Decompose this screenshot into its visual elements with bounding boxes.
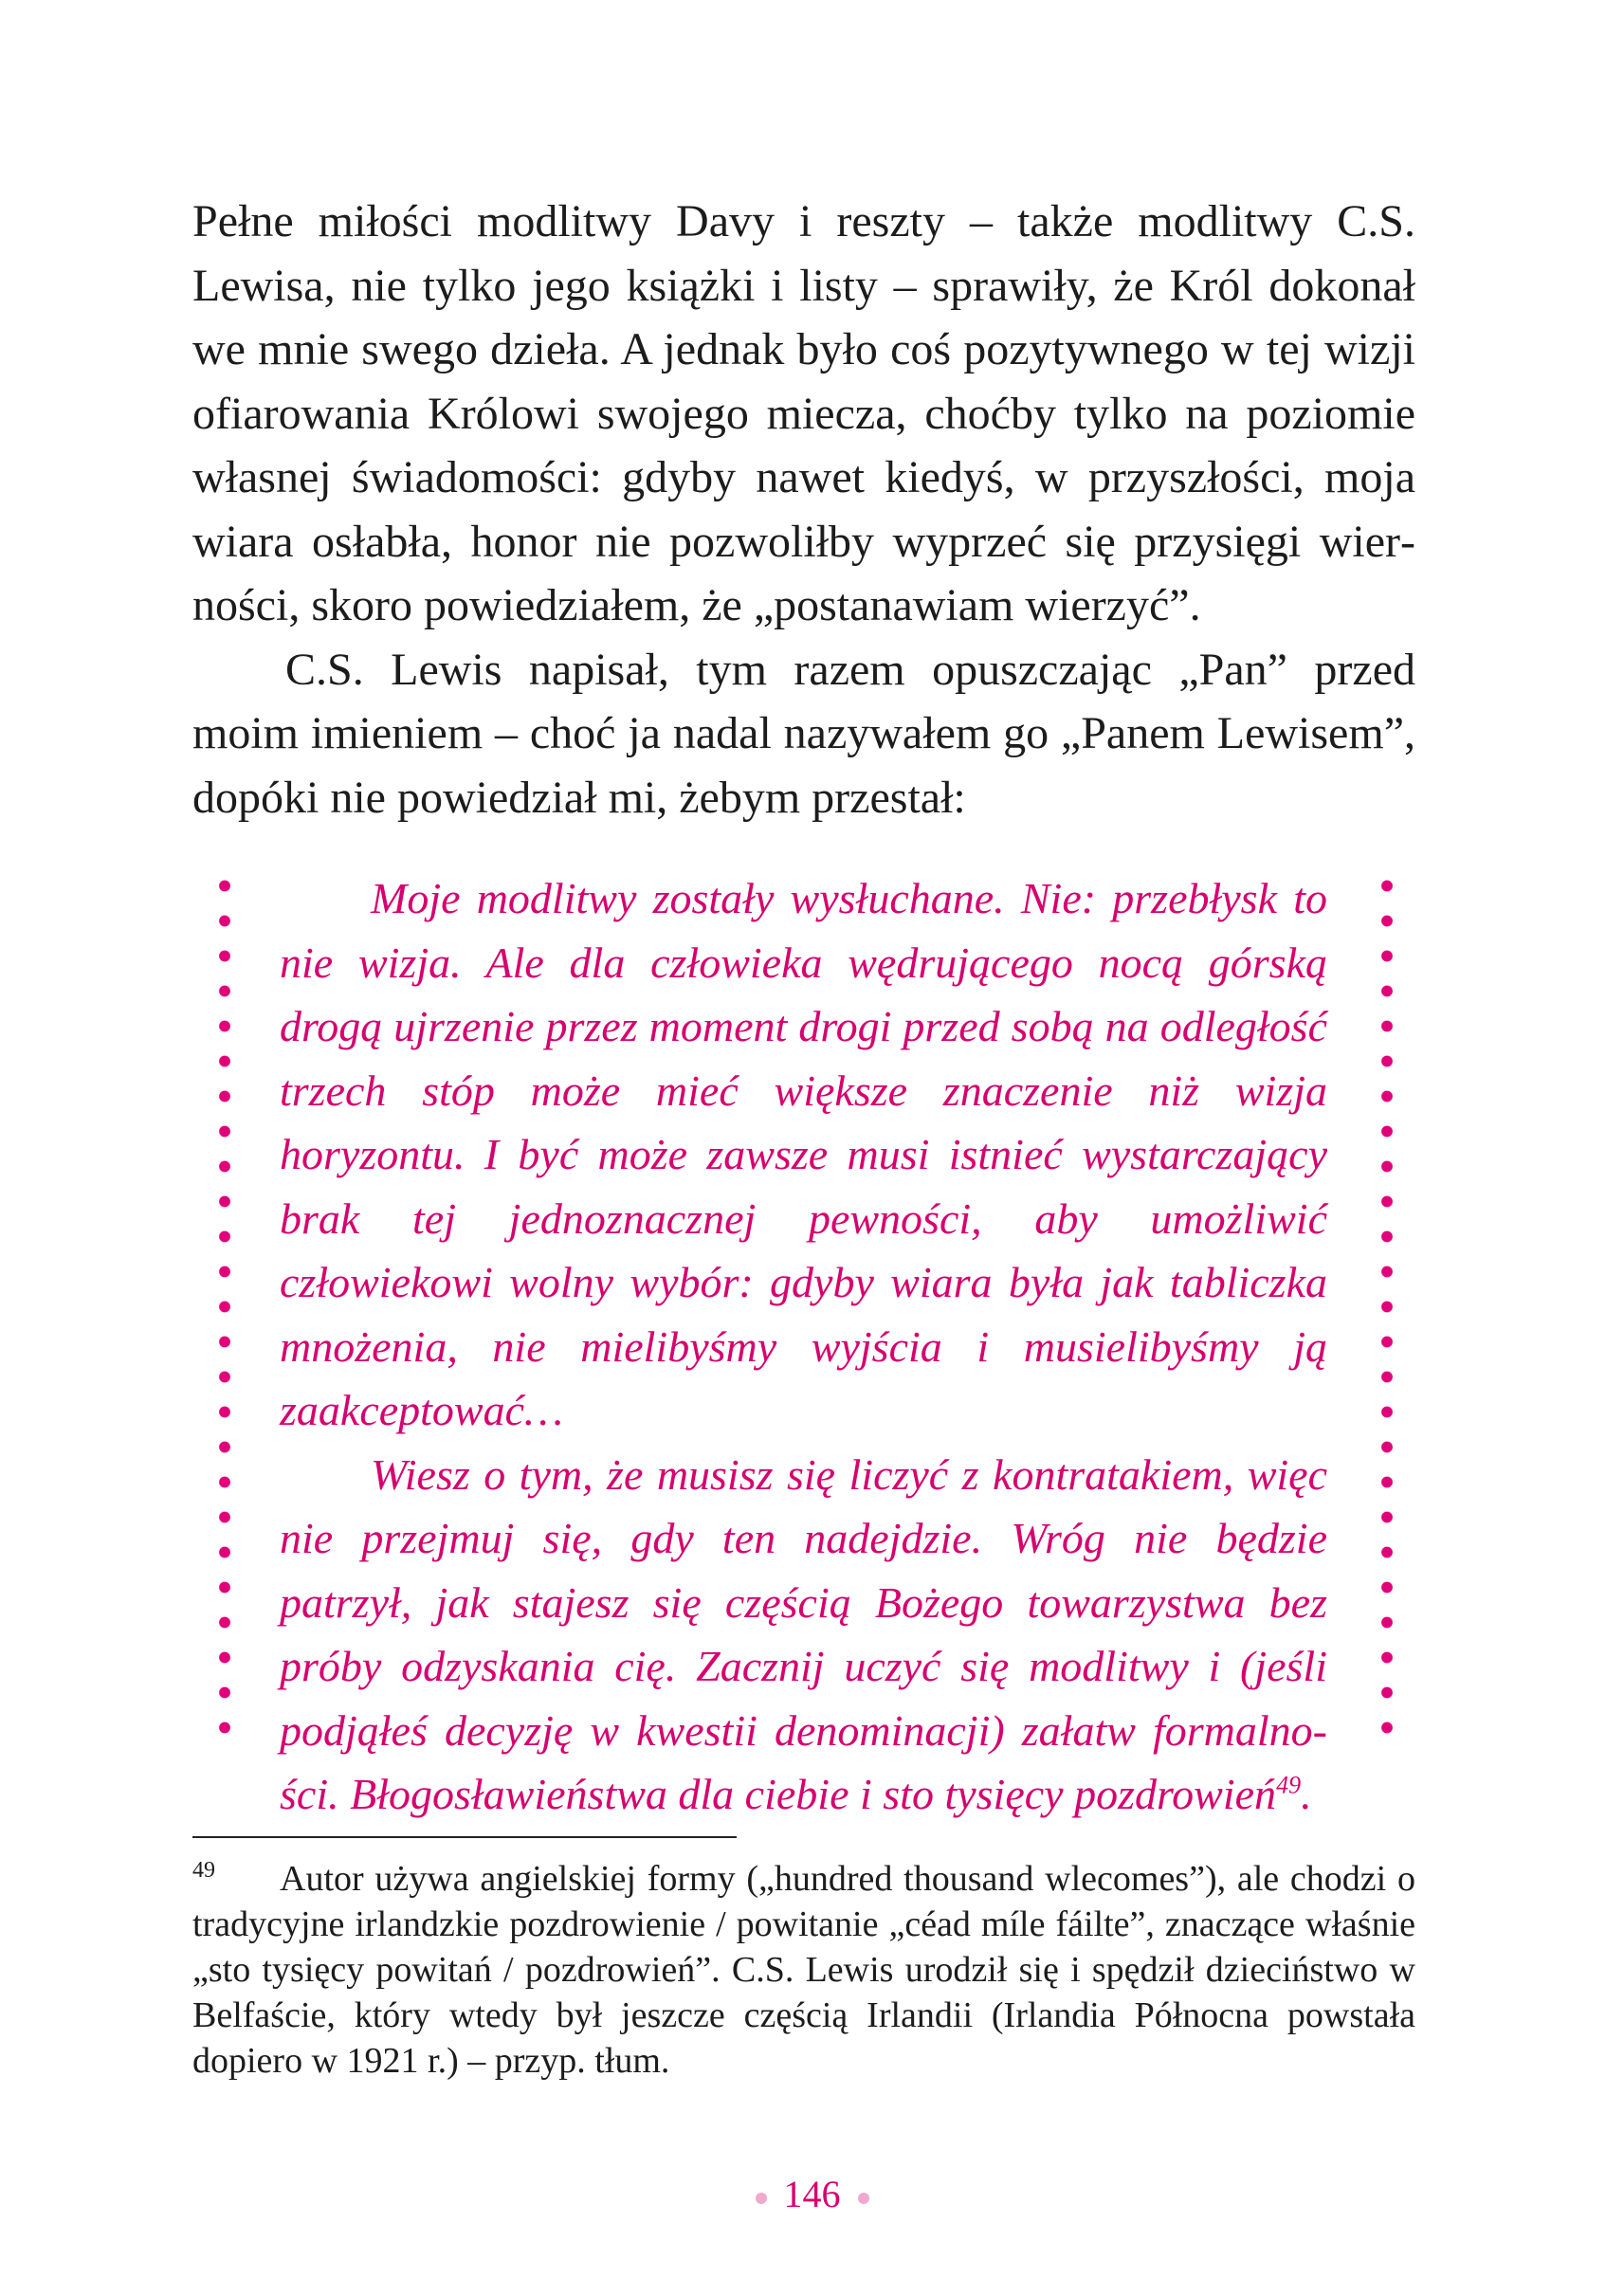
main-paragraph-1: Pełne miłości modlitwy Davy i reszty – także modlitwy C.S. Lewisa, nie tylko jego książki i listy – sprawiły, że Król dokonał we mnie swego dzieła. A jednak było coś pozytywnego w tej wizji ofiarowania Królowi swojego miecza, choćby tylko na poziomie własnej świadomości: gdyby nawet kiedyś, w przyszłości, moja wiara osłabła, honor nie pozwoliłby wyprzeć się przysięgi wierności, skoro powiedziałem, że „postanawiam wierzyć”. xyxy=(192,196,1415,630)
letter-quote-block xyxy=(218,853,1394,1818)
footnote-paragraph: 49 Autor używa angielskiej formy („hundred thousand wlecomes”), ale chodzi o tradycyjne irlandzkie pozdrowienie / powitanie „céad míle fáilte”, znaczące właśnie „sto tysięcy powitań / pozdrowień”. C.S. Lewis urodził się i spędził dzieciństwo w Belfaście, który wtedy był jeszcze częścią Irlandii (Irlandia Północna powstała dopiero w 1921 r.) – przyp. tłum. xyxy=(192,1858,1415,2081)
page-number-value: 146 xyxy=(783,2173,841,2215)
dotted-border-right xyxy=(1380,868,1394,1740)
main-text xyxy=(192,190,1415,829)
footnote-divider xyxy=(192,1836,737,1838)
footnote-reference[interactable]: 49 xyxy=(1276,1771,1302,1799)
quote-paragraph-1: Moje modlitwy zostały wysłuchane. Nie: przebłysk to nie wizja. Ale dla człowieka wędrującego nocą górską drogą ujrzenie przez moment drogi przed sobą na odległość trzech stóp może mieć większe znaczenie niż wizja horyzontu. I być może zawsze musi istnieć wystarczający brak tej jednoznacznej pewności, aby umożliwić człowiekowi wolny wybór: gdyby wiara była jak tabliczka mnożenia, nie mielibyśmy wyjścia i musielibyśmy ją zaakceptować… xyxy=(280,874,1327,1434)
quote-paragraph-2 xyxy=(280,1443,1327,1827)
page-number-dot-right xyxy=(858,2193,869,2204)
main-paragraph-2: C.S. Lewis napisał, tym razem opuszczając „Pan” przed moim imieniem – choć ja nadal nazywałem go „Panem Lewisem”, dopóki nie powiedział mi, żebym przestał: xyxy=(192,644,1415,823)
quote-end-punctuation: . xyxy=(1301,1770,1312,1818)
footnote-text: Autor używa angielskiej formy („hundred thousand wlecomes”), ale chodzi o tradycyjne irlandzkie pozdrowienie / powitanie „céad míle fáilte”, znaczące właśnie „sto tysięcy powitań / pozdrowień”. C.S. Lewis urodził się i spędził dzieciństwo w Belfaście, który wtedy był jeszcze częścią Irlandii (Irlandia Północna powstała dopiero w 1921 r.) – przyp. tłum. xyxy=(192,1859,1415,2081)
dotted-border-left xyxy=(218,868,231,1740)
page-number-dot-left xyxy=(756,2193,767,2204)
quote-paragraph-2-text: Wiesz o tym, że musisz się liczyć z kontratakiem, więc nie przejmuj się, gdy ten nadejdzie. Wróg nie będzie patrzył, jak stajesz się częścią Bożego towarzystwa bez próby odzyskania cię. Zacznij uczyć się modlitwy i (jeśli podjąłeś decyzję w kwestii denominacji) załatw formalności. Błogosławieństwa dla ciebie i sto tysięcy pozdrowień xyxy=(280,1449,1327,1818)
letter-quote-text xyxy=(280,866,1327,1827)
page-number xyxy=(0,2172,1624,2216)
footnote xyxy=(192,1856,1415,2084)
